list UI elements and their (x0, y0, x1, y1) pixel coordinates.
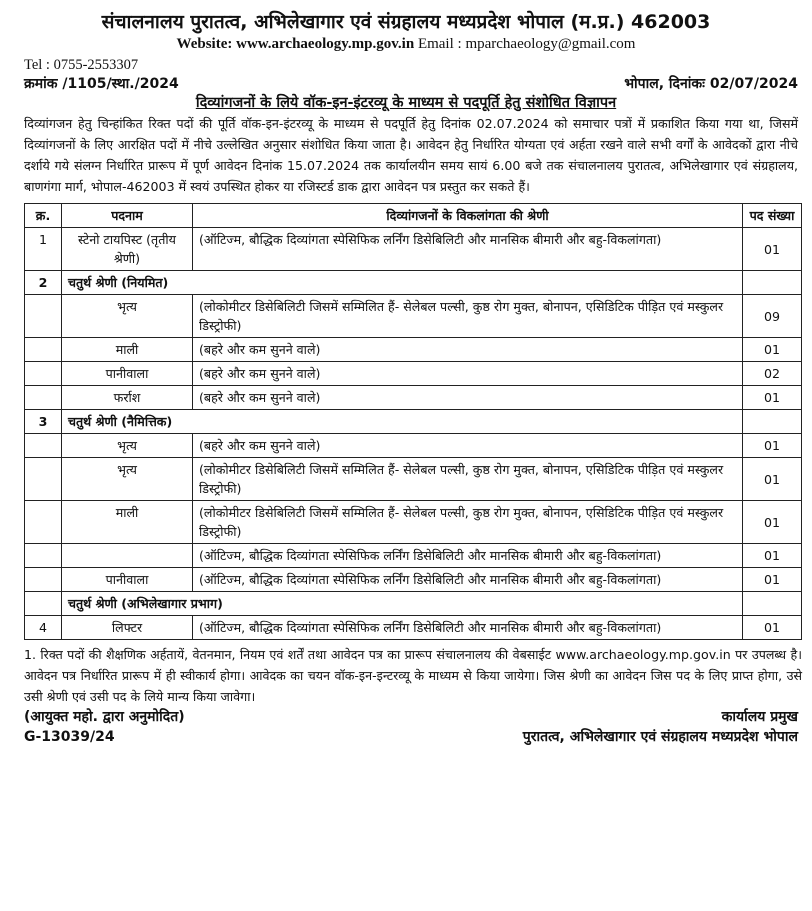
cell-post: भृत्य (62, 295, 193, 338)
table-row (25, 338, 802, 362)
cell-category: (ऑटिज्म, बौद्धिक दिव्यांगता स्पेसिफिक लर्निंग डिसेबिलिटी और मानसिक बीमारी और बहु-विकलांगता) (193, 616, 743, 640)
page-title: संचालनालय पुरातत्व, अभिलेखागार एवं संग्रहालय मध्यप्रदेश भोपाल (म.प्र.) 462003 (101, 11, 711, 33)
cell-count: 01 (743, 434, 802, 458)
telephone: Tel : 0755-2553307 (24, 57, 139, 73)
subject-heading: दिव्यांगजनों के लिये वॉक-इन-इंटरव्यू के माध्यम से पदपूर्ति हेतु संशोधित विज्ञापन (195, 95, 617, 111)
cell-count: 09 (743, 295, 802, 338)
cell-group-label: चतुर्थ श्रेणी (नैमित्तिक) (62, 410, 743, 434)
cell-category: (लोकोमीटर डिसेबिलिटी जिसमें सम्मिलित हैं- सेलेबल पल्सी, कुष्ठ रोग मुक्त, बोनापन, एसिडिटिक पीड़ित एवं मस्कुलर डिस्ट्रोफी) (193, 501, 743, 544)
cell-sn (25, 434, 62, 458)
table-row (25, 434, 802, 458)
place-date: भोपाल, दिनांकः 02/07/2024 (624, 76, 798, 92)
signature-row-1 (4, 707, 808, 727)
cell-sn (25, 501, 62, 544)
cell-count: 01 (743, 386, 802, 410)
vacancy-table (24, 203, 802, 640)
cell-post: माली (62, 501, 193, 544)
cell-post (62, 544, 193, 568)
cell-category: (बहरे और कम सुनने वाले) (193, 362, 743, 386)
website-label: Website: (176, 36, 233, 52)
cell-sn (25, 386, 62, 410)
header-post: पदनाम (62, 204, 193, 228)
table-row (25, 616, 802, 640)
table-row (25, 386, 802, 410)
cell-category: (बहरे और कम सुनने वाले) (193, 386, 743, 410)
table-row (25, 295, 802, 338)
cell-sn (25, 592, 62, 616)
table-group-row (25, 271, 802, 295)
cell-sn (25, 362, 62, 386)
email-label: Email : (417, 36, 462, 52)
cell-category: (लोकोमीटर डिसेबिलिटी जिसमें सम्मिलित हैं- सेलेबल पल्सी, कुष्ठ रोग मुक्त, बोनापन, एसिडिटिक पीड़ित एवं मस्कुलर डिस्ट्रोफी) (193, 458, 743, 501)
table-row (25, 362, 802, 386)
contact-line (4, 34, 808, 54)
cell-category: (लोकोमीटर डिसेबिलिटी जिसमें सम्मिलित हैं- सेलेबल पल्सी, कुष्ठ रोग मुक्त, बोनापन, एसिडिटिक पीड़ित एवं मस्कुलर डिस्ट्रोफी) (193, 295, 743, 338)
office-name: पुरातत्व, अभिलेखागार एवं संग्रहालय मध्यप्रदेश भोपाल (522, 729, 798, 745)
table-row (25, 228, 802, 271)
cell-category: (बहरे और कम सुनने वाले) (193, 338, 743, 362)
cell-sn (25, 458, 62, 501)
cell-count: 01 (743, 568, 802, 592)
table-row (25, 568, 802, 592)
header-sn: क्र. (25, 204, 62, 228)
email-link[interactable]: mparchaeology@gmail.com (465, 36, 636, 52)
cell-count: 01 (743, 501, 802, 544)
cell-post: स्टेनो टायपिस्ट (तृतीय श्रेणी) (62, 228, 193, 271)
cell-category: (बहरे और कम सुनने वाले) (193, 434, 743, 458)
reference-row (4, 74, 808, 94)
cell-group-label: चतुर्थ श्रेणी (अभिलेखागार प्रभाग) (62, 592, 743, 616)
cell-count: 01 (743, 544, 802, 568)
cell-sn: 4 (25, 616, 62, 640)
ad-code: G-13039/24 (24, 729, 115, 745)
cell-count: 01 (743, 458, 802, 501)
website-link[interactable]: www.archaeology.mp.gov.in (236, 36, 415, 52)
cell-post: भृत्य (62, 434, 193, 458)
table-body (25, 228, 802, 640)
cell-post: माली (62, 338, 193, 362)
cell-count: 02 (743, 362, 802, 386)
cell-count: 01 (743, 228, 802, 271)
table-row (25, 501, 802, 544)
cell-sn: 3 (25, 410, 62, 434)
cell-sn: 1 (25, 228, 62, 271)
cell-post: फर्राश (62, 386, 193, 410)
signature-row-2 (4, 727, 808, 747)
body-paragraph: दिव्यांगजन हेतु चिन्हांकित रिक्त पदों की पूर्ति वॉक-इन-इंटरव्यू के माध्यम से पदपूर्ति हेतु दिनांक 02.07.2024 को समाचार पत्रों में प्रकाशित किया गया था, जिसमें दिव्यांगजनों के लिए आरक्षित पदों में नीचे उल्लेखित अनुसार संशोधित किया जाता है। आवेदन हेतु निर्धारित योग्यता एवं अर्हता रखने वाले सभी वर्गों के आवेदकों द्वारा नीचे दर्शाये गये संलग्न निर्धारित प्रारूप में पूर्ण आवेदन दिनांक 15.07.2024 तक कार्यालयीन समय सायं 6.00 बजे तक संचालनालय पुरातत्व, अभिलेखागार एवं संग्रहालय, बाणगंगा मार्ग, भोपाल-462003 में स्वयं उपस्थित होकर या रजिस्टर्ड डाक द्वारा आवेदन पत्र प्रस्तुत कर सकते हैं। (24, 116, 798, 194)
cell-count: 01 (743, 616, 802, 640)
cell-sn (25, 338, 62, 362)
header-count: पद संख्या (743, 204, 802, 228)
cell-category: (ऑटिज्म, बौद्धिक दिव्यांगता स्पेसिफिक लर्निंग डिसेबिलिटी और मानसिक बीमारी और बहु-विकलांगता) (193, 568, 743, 592)
cell-post: पानीवाला (62, 362, 193, 386)
table-group-row (25, 410, 802, 434)
table-row (25, 458, 802, 501)
cell-post: पानीवाला (62, 568, 193, 592)
table-group-row (25, 592, 802, 616)
cell-empty (743, 271, 802, 295)
cell-sn (25, 295, 62, 338)
cell-post: भृत्य (62, 458, 193, 501)
cell-sn (25, 544, 62, 568)
cell-category: (ऑटिज्म, बौद्धिक दिव्यांगता स्पेसिफिक लर्निंग डिसेबिलिटी और मानसिक बीमारी और बहु-विकलांगता) (193, 228, 743, 271)
footer-note: 1. रिक्त पदों की शैक्षणिक अर्हतायें, वेतनमान, नियम एवं शर्तें तथा आवेदन पत्र का प्रारूप संचालनालय की वेबसाईट www.archaeology.mp.gov.in पर उपलब्ध है। आवेदन पत्र निर्धारित प्रारूप में ही स्वीकार्य होगा। आवेदक का चयन वॉक-इन-इन्टरव्यू के माध्यम से किया जायेगा। जिस श्रेणी का आवेदन जिस पद के लिए प्राप्त होगा, उसे उसी श्रेणी एवं उसी पद के लिये मान्य किया जावेगा। (24, 647, 802, 704)
reference-number: क्रमांक /1105/स्था./2024 (24, 76, 179, 92)
approval-note: (आयुक्त महो. द्वारा अनुमोदित) (24, 709, 185, 725)
table-header-row (25, 204, 802, 228)
table-row (25, 544, 802, 568)
cell-group-label: चतुर्थ श्रेणी (नियमित) (62, 271, 743, 295)
office-head: कार्यालय प्रमुख (721, 709, 798, 725)
cell-count: 01 (743, 338, 802, 362)
cell-sn (25, 568, 62, 592)
cell-sn: 2 (25, 271, 62, 295)
cell-category: (ऑटिज्म, बौद्धिक दिव्यांगता स्पेसिफिक लर्निंग डिसेबिलिटी और मानसिक बीमारी और बहु-विकलांगता) (193, 544, 743, 568)
cell-post: लिफ्टर (62, 616, 193, 640)
header-category: दिव्यांगजनों के विकलांगता की श्रेणी (193, 204, 743, 228)
cell-empty (743, 410, 802, 434)
cell-empty (743, 592, 802, 616)
